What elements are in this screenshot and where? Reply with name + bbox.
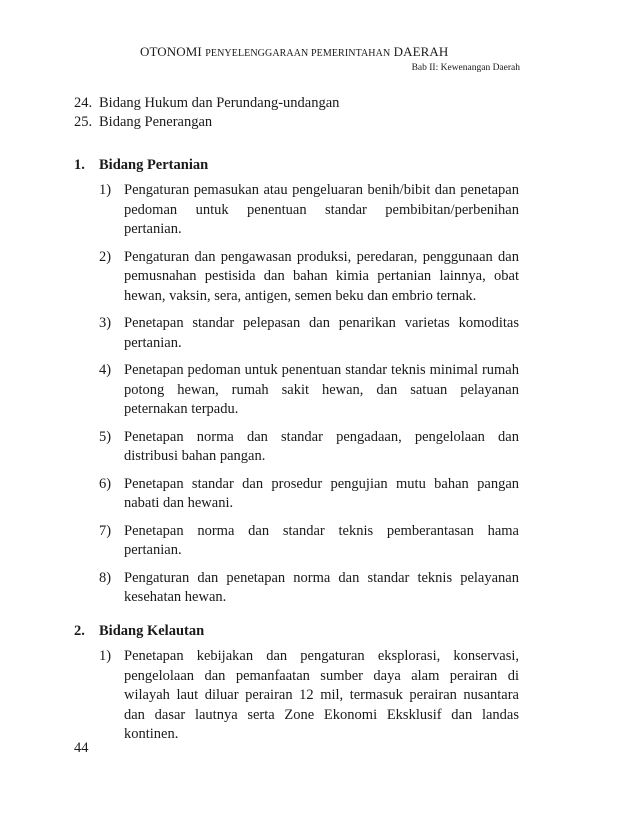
section-items [99, 181, 519, 608]
list-item [99, 181, 519, 240]
item-text: Penetapan norma dan standar teknis pemberantasan hama pertanian. [124, 522, 519, 558]
section-heading [74, 622, 519, 640]
item-text: Pengaturan dan penetapan norma dan standar teknis pelayanan kesehatan hewan. [124, 569, 519, 605]
item-number: 6) [99, 475, 112, 492]
section-number: 1. [74, 157, 85, 173]
item-text: Pengaturan dan pengawasan produksi, peredaran, penggunaan dan pemusnahan pestisida dan bahan kimia pertanian lainnya, obat hewan, vaksin, sera, antigen, semen beku dan embrio ternak. [124, 248, 519, 304]
item-number: 7) [99, 522, 112, 539]
item-text: Penetapan standar dan prosedur pengujian mutu bahan pangan nabati dan hewani. [124, 475, 519, 511]
item-text: Pengaturan pemasukan atau pengeluaran benih/bibit dan penetapan pedoman untuk penentuan standar pembibitan/perbenihan pertanian. [124, 182, 519, 237]
item-number: 5) [99, 428, 112, 445]
list-item [74, 94, 534, 113]
section-title: Bidang Kelautan [99, 623, 205, 639]
item-text: Penetapan pedoman untuk penentuan standar teknis minimal rumah potong hewan, rumah sakit hewan, dan satuan pelayanan peternakan terpadu. [124, 362, 519, 417]
header-title-part1: OTONOMI [140, 44, 202, 59]
list-item [99, 361, 519, 420]
item-number: 1) [99, 648, 112, 664]
running-header-title [140, 44, 520, 60]
list-item [99, 428, 519, 467]
section-heading [74, 156, 519, 174]
item-number: 1) [99, 182, 112, 198]
item-number: 2) [99, 248, 112, 265]
header-title-part3: DAERAH [393, 44, 449, 59]
item-number: 8) [99, 569, 112, 586]
section-number: 2. [74, 623, 85, 639]
section-pertanian [74, 156, 519, 616]
list-item [99, 522, 519, 561]
item-number: 4) [99, 362, 112, 378]
list-item-number: 24. [74, 95, 93, 111]
section-items [99, 647, 519, 745]
item-text: Penetapan norma dan standar pengadaan, pengelolaan dan distribusi bahan pangan. [124, 428, 519, 464]
list-item [99, 569, 519, 608]
list-item [99, 314, 519, 353]
header-title-part2: PENYELENGGARAAN PEMERINTAHAN [205, 48, 391, 59]
item-text: Penetapan kebijakan dan pengaturan eksplorasi, konservasi, pengelolaan dan pemanfaatan sumber daya alam perairan di wilayah laut diluar perairan 12 mil, termasuk perairan nusantara dan dasar lautnya serta Zone Ekonomi Eksklusif dan landas kontinen. [124, 648, 519, 742]
list-item [74, 113, 534, 132]
continued-list [74, 94, 534, 131]
page-number: 44 [74, 740, 89, 756]
item-text: Penetapan standar pelepasan dan penarikan varietas komoditas pertanian. [124, 315, 519, 351]
list-item-number: 25. [74, 113, 93, 130]
list-item-text: Bidang Penerangan [99, 113, 213, 130]
list-item [99, 248, 519, 307]
item-number: 3) [99, 315, 112, 331]
list-item [99, 647, 519, 745]
section-title: Bidang Pertanian [99, 157, 209, 173]
section-kelautan [74, 622, 519, 753]
running-header-subtitle: Bab II: Kewenangan Daerah [411, 63, 520, 73]
list-item [99, 475, 519, 514]
list-item-text: Bidang Hukum dan Perundang-undangan [99, 95, 340, 111]
